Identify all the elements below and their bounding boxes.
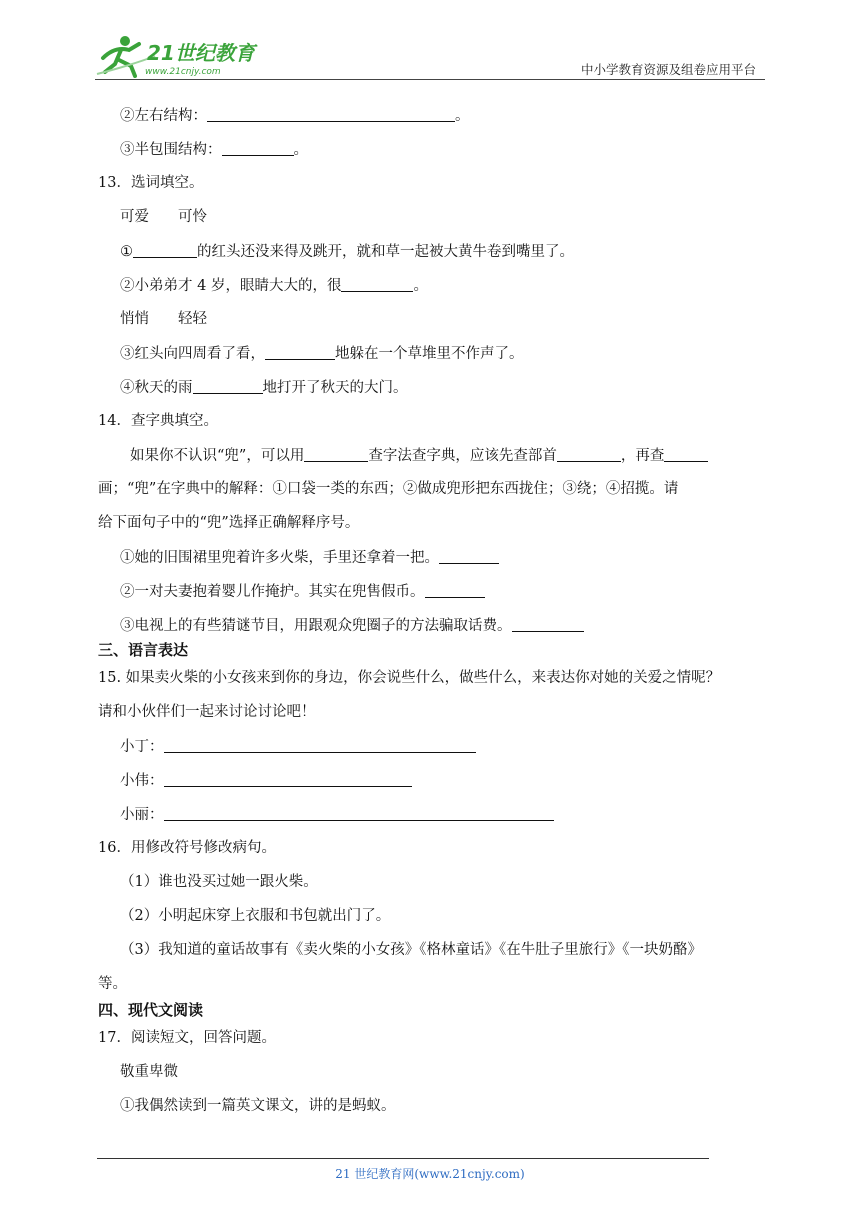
sentence-1: （1）谁也没买过她一跟火柴。 <box>120 874 318 890</box>
q14-paragraph-line-1: 如果你不认识“兜”，可以用 查字法查字典，应该先查部首 ，再查 <box>130 445 708 466</box>
header-rule <box>95 79 765 80</box>
q13-item-3: ③红头向四周看了看， 地躲在一个草堆里不作声了。 <box>120 343 524 364</box>
answer-xiaowei: 小伟： <box>120 770 412 791</box>
footer-text: 21 世纪教育网(www.21cnjy.com) <box>335 1167 525 1181</box>
svg-text:www.21cnjy.com: www.21cnjy.com <box>145 67 221 77</box>
section-3-heading: 三、语言表达 <box>98 641 189 659</box>
platform-name: 中小学教育资源及组卷应用平台 <box>580 62 756 77</box>
answer-blank[interactable] <box>557 445 621 462</box>
answer-blank[interactable] <box>133 241 197 258</box>
answer-blank[interactable] <box>222 139 294 156</box>
word-choices-1: 可爱 可怜 <box>120 209 207 225</box>
answer-blank[interactable] <box>439 547 499 564</box>
answer-blank[interactable] <box>164 804 554 821</box>
answer-blank[interactable] <box>304 445 368 462</box>
site-logo <box>95 34 265 78</box>
answer-blank[interactable] <box>341 275 413 292</box>
answer-blank[interactable] <box>207 105 455 122</box>
answer-xiaoli: 小丽： <box>120 804 554 825</box>
q14-paragraph-line-3: 给下面句子中的“兜”选择正确解释序号。 <box>98 515 360 531</box>
q13-item-4: ④秋天的雨 地打开了秋天的大门。 <box>120 377 408 398</box>
answer-blank[interactable] <box>164 736 476 753</box>
answer-blank[interactable] <box>512 615 584 632</box>
q14-item-2: ②一对夫妻抱着婴儿作掩护。其实在兜售假币。 <box>120 581 485 602</box>
answer-blank[interactable] <box>265 343 335 360</box>
word-choices-2: 悄悄 轻轻 <box>120 311 207 327</box>
answer-blank[interactable] <box>193 377 263 394</box>
sentence-2: （2）小明起床穿上衣服和书包就出门了。 <box>120 908 391 924</box>
q14-item-1: ①她的旧围裙里兜着许多火柴，手里还拿着一把。 <box>120 547 499 568</box>
q13-item-2: ②小弟弟才 4 岁，眼睛大大的，很 。 <box>120 275 428 296</box>
passage-paragraph-1: ①我偶然读到一篇英文课文，讲的是蚂蚁。 <box>120 1098 396 1114</box>
q14-item-3: ③电视上的有些猜谜节目，用跟观众兜圈子的方法骗取话费。 <box>120 615 584 636</box>
sentence-3-continued: 等。 <box>98 976 127 992</box>
question-15-line-1: 15. 如果卖火柴的小女孩来到你的身边，你会说些什么，做些什么，来表达你对她的关爱之情呢？ <box>98 670 721 686</box>
svg-text:21世纪教育: 21世纪教育 <box>147 41 255 65</box>
question-17: 17．阅读短文，回答问题。 <box>98 1030 276 1046</box>
answer-blank[interactable] <box>664 445 708 462</box>
section-4-heading: 四、现代文阅读 <box>98 1001 204 1019</box>
question-15-line-2: 请和小伙伴们一起来讨论讨论吧！ <box>98 704 316 720</box>
footer-rule <box>97 1158 709 1159</box>
sentence-3: （3）我知道的童话故事有《卖火柴的小女孩》《格林童话》《在牛肚子里旅行》《一块奶酪》 <box>120 942 702 958</box>
question-13: 13．选词填空。 <box>98 175 204 191</box>
answer-xiaoding: 小丁： <box>120 736 476 757</box>
question-16: 16．用修改符号修改病句。 <box>98 840 276 856</box>
answer-blank[interactable] <box>164 770 412 787</box>
q13-item-1: ① 的红头还没来得及跳开，就和草一起被大黄牛卷到嘴里了。 <box>120 241 574 262</box>
question-14: 14．查字典填空。 <box>98 413 218 429</box>
passage-title: 敬重卑微 <box>120 1064 178 1080</box>
line-semi-enclosed-structure: ③半包围结构： 。 <box>120 139 308 160</box>
runner-logo-icon <box>95 34 265 78</box>
line-left-right-structure: ②左右结构： 。 <box>120 105 470 126</box>
answer-blank[interactable] <box>425 581 485 598</box>
q14-paragraph-line-2: 画；“兜”在字典中的解释：①口袋一类的东西；②做成兜形把东西拢住；③绕；④招揽。请 <box>98 481 679 497</box>
